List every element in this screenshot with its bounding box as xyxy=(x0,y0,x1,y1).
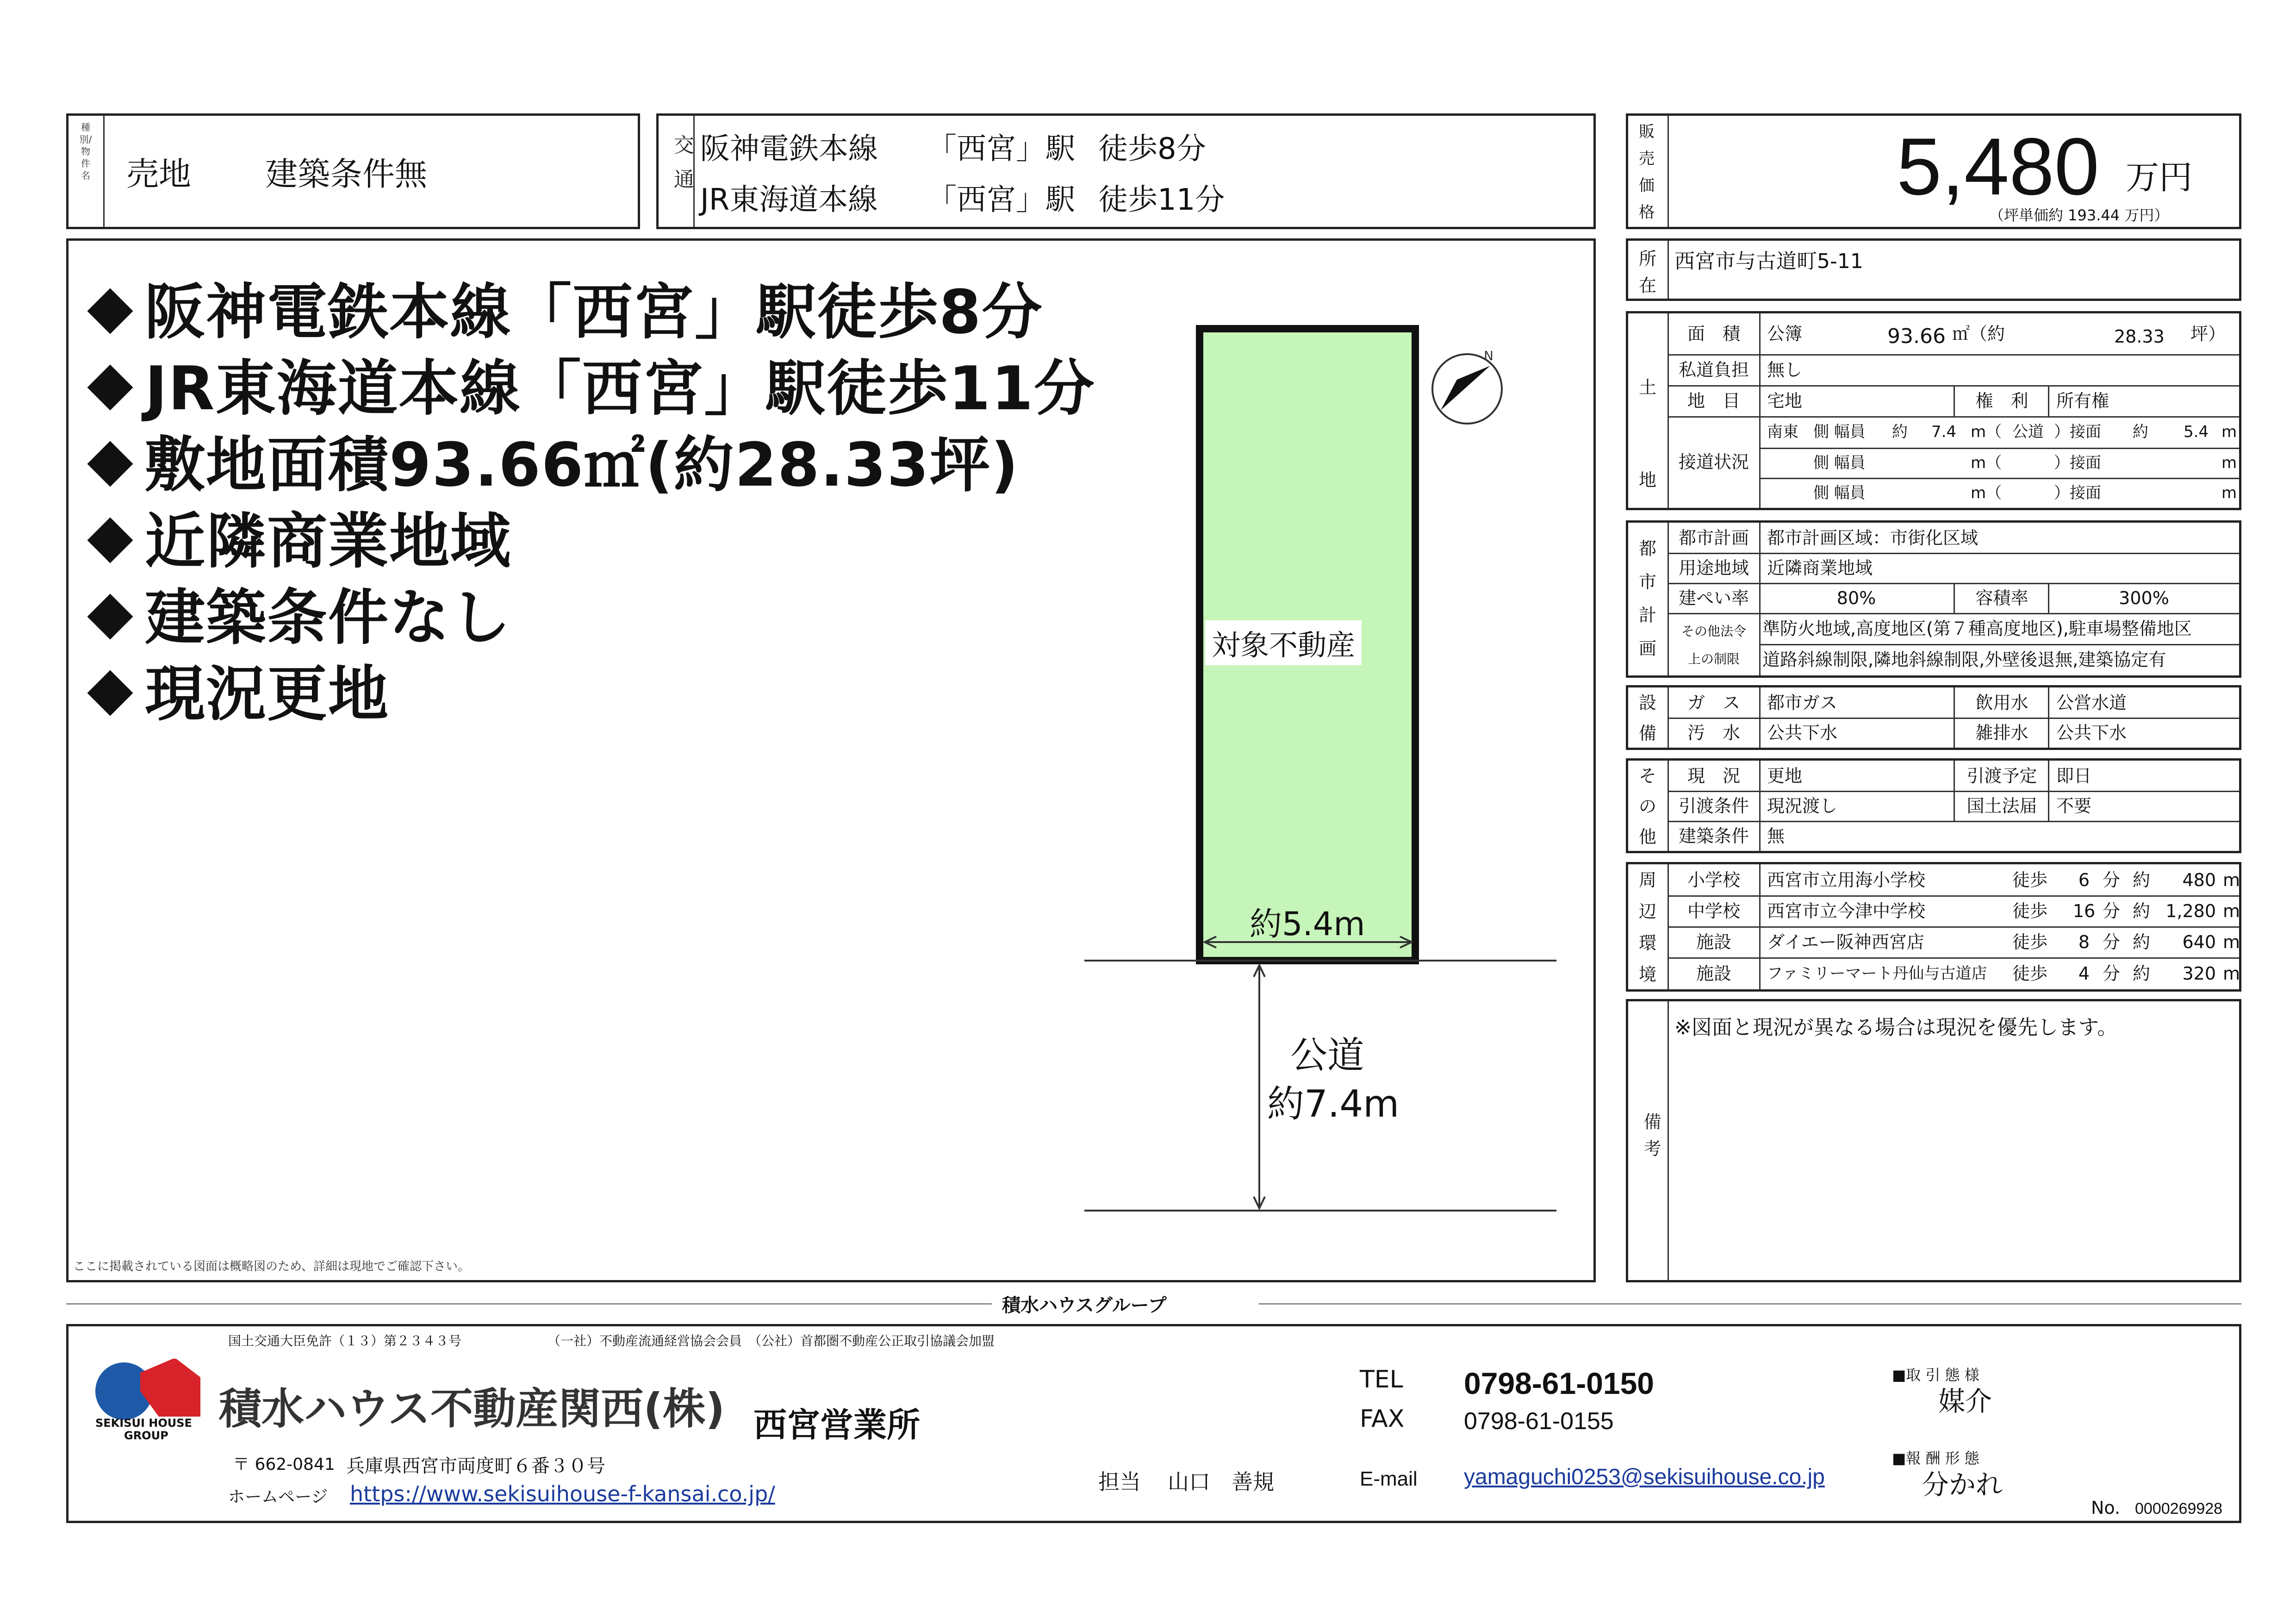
address: 兵庫県西宮市両度町６番３０号 xyxy=(346,1455,605,1477)
price-unit: 万円 xyxy=(2126,158,2193,197)
main-panel xyxy=(66,238,1596,1282)
association: （一社）不動産流通経営協会会員 （公社）首都圏不動産公正取引協議会加盟 xyxy=(548,1333,995,1349)
map-note: ここに掲載されている図面は概略図のため、詳細は現地でご確認下さい。 xyxy=(73,1260,470,1274)
far-label: 容積率 xyxy=(1975,587,2028,608)
price-value: 5,480 xyxy=(1897,122,2099,212)
sewage: 公共下水 xyxy=(1767,722,1838,743)
fee-type: 分かれ xyxy=(1922,1469,2003,1500)
postal-code: 〒 662-0841 xyxy=(233,1455,335,1474)
surroundings-label: 周辺環境 xyxy=(1638,870,1656,985)
license: 国土交通大臣免許（１３）第２３４３号 xyxy=(228,1333,462,1349)
gas-label: ガ ス xyxy=(1687,692,1740,713)
feature-5: 建築条件なし xyxy=(80,569,511,656)
coverage-label: 建ぺい率 xyxy=(1678,587,1749,608)
cond-label: 引渡条件 xyxy=(1678,795,1749,816)
location-value: 西宮市与古道町5-11 xyxy=(1674,250,1863,273)
fax-number: 0798-61-0155 xyxy=(1464,1408,1614,1435)
area-sqm: 93.66 xyxy=(1887,325,1946,348)
planning-table xyxy=(1626,520,2241,678)
email-link[interactable]: yamaguchi0253@sekisuihouse.co.jp xyxy=(1464,1465,1825,1489)
road-width-label: 約7.4m xyxy=(1267,1082,1400,1125)
company-box xyxy=(66,1324,2241,1523)
gas: 都市ガス xyxy=(1767,692,1838,713)
divider xyxy=(103,116,105,227)
chimoku: 宅地 xyxy=(1767,390,1803,411)
deal-label: ■取 引 態 様 xyxy=(1892,1366,1979,1384)
traffic-box xyxy=(656,113,1596,229)
divider xyxy=(1668,116,1669,227)
handover-label: 引渡予定 xyxy=(1966,765,2037,786)
type-label: 種別/物件名 xyxy=(79,122,92,181)
email-label: E-mail xyxy=(1360,1468,1418,1490)
land-table: 土地 面 積 公簿 93.66 ㎡（約 28.33 坪） 私道負担 無し 地 目 宅地 権 利 所有権 接道状況 南東 側 幅員 約 7.4 m（ 公道 ）接面 約 5.4 m 側 幅員 m（ ）接面 m 側 幅員 m（ ）接面 m xyxy=(1626,311,2241,510)
coverage: 80% xyxy=(1836,587,1876,608)
group-label: 積水ハウスグループ xyxy=(1002,1295,1167,1316)
price-box xyxy=(1626,113,2241,229)
staff-name: 山口 善規 xyxy=(1168,1469,1274,1494)
private-road-label: 私道負担 xyxy=(1678,359,1749,380)
law-label: 国土法届 xyxy=(1966,795,2037,816)
land-label: 土地 xyxy=(1638,377,1656,490)
fee-label: ■報 酬 形 態 xyxy=(1892,1449,1979,1467)
handover: 即日 xyxy=(2056,765,2092,786)
frontage-label: 約5.4m xyxy=(1250,905,1365,943)
water: 公営水道 xyxy=(2056,692,2127,713)
property-type: 売地 xyxy=(126,155,191,193)
traffic-walk-1: 徒歩8分 xyxy=(1098,132,1206,166)
tel-number: 0798-61-0150 xyxy=(1464,1366,1655,1400)
tel-label: TEL xyxy=(1360,1366,1403,1393)
sekisui-logo-icon xyxy=(89,1359,200,1424)
staff-label: 担当 xyxy=(1098,1469,1141,1494)
build: 無 xyxy=(1767,825,1785,846)
area-tsubo-unit: 坪） xyxy=(2190,324,2226,344)
feature-3: 敷地面積93.66㎡(約28.33坪) xyxy=(80,417,1019,503)
property-name-box xyxy=(66,113,640,229)
rights-label: 権 利 xyxy=(1975,390,2028,411)
traffic-walk-2: 徒歩11分 xyxy=(1098,183,1225,217)
surroundings-table: 周辺環境 小学校 西宮市立用海小学校 徒歩 6 分 約 480 m 中学校 西宮市立今津中学校 徒歩 16 分 約 1,280 m 施設 ダイエー阪神西宮店 徒歩 8 分 約 640 m 施設 ファミリーマート丹仙与古道店 徒歩 4 分 約 320 m xyxy=(1626,862,2241,992)
water-label: 飲用水 xyxy=(1975,692,2028,713)
lot-label: 対象不動産 xyxy=(1205,620,1362,665)
status: 更地 xyxy=(1767,765,1803,786)
company-name: 積水ハウス不動産関西(株) xyxy=(219,1384,725,1434)
other-label: その他 xyxy=(1638,766,1656,847)
road-label: 公道 xyxy=(1290,1034,1364,1077)
other-law-label: その他法令 上の制限 xyxy=(1681,624,1746,667)
traffic-station-2: 「西宮」駅 xyxy=(927,183,1075,217)
feature-6: 現況更地 xyxy=(80,646,389,732)
homepage-link[interactable]: https://www.sekisuihouse-f-kansai.co.jp/ xyxy=(350,1481,775,1506)
logo-text-2: GROUP xyxy=(124,1429,168,1442)
area-sqm-unit: ㎡（約 xyxy=(1952,324,2005,344)
far: 300% xyxy=(2119,587,2169,608)
city-plan: 都市計画区域：市街化区域 xyxy=(1767,527,1979,548)
build-label: 建築条件 xyxy=(1678,825,1749,846)
price-label: 販売価格 xyxy=(1639,123,1655,222)
traffic-line-2: JR東海道本線 xyxy=(700,183,878,217)
other-law-2: 道路斜線制限,隣地斜線制限,外壁後退無,建築協定有 xyxy=(1762,650,2166,670)
branch-name: 西宮営業所 xyxy=(753,1405,921,1444)
use-label: 用途地域 xyxy=(1678,557,1749,578)
location-label: 所在 xyxy=(1638,249,1656,296)
facilities-label: 設備 xyxy=(1638,693,1656,743)
use-zone: 近隣商業地域 xyxy=(1767,557,1873,578)
tsubo-price: （坪単価約 193.44 万円） xyxy=(1989,206,2169,224)
rights: 所有権 xyxy=(2056,390,2109,411)
area-label: 面 積 xyxy=(1687,324,1740,344)
road-label: 接道状況 xyxy=(1678,452,1749,472)
feature-2: JR東海道本線「西宮」駅徒歩11分 xyxy=(80,340,1095,427)
remarks-box xyxy=(1626,999,2241,1282)
area-tsubo: 28.33 xyxy=(2114,326,2165,347)
deal-type: 媒介 xyxy=(1938,1386,1992,1417)
homepage-label: ホームページ xyxy=(228,1487,328,1506)
drain-label: 雑排水 xyxy=(1975,722,2028,743)
logo-text-1: SEKISUI HOUSE xyxy=(95,1417,192,1430)
fax-label: FAX xyxy=(1360,1405,1405,1433)
area-kind: 公簿 xyxy=(1767,324,1803,344)
cond: 現況渡し xyxy=(1767,795,1838,816)
private-road: 無し xyxy=(1767,359,1803,380)
other-table xyxy=(1626,758,2241,853)
feature-1: 阪神電鉄本線「西宮」駅徒歩8分 xyxy=(80,264,1043,350)
city-plan-label: 都市計画 xyxy=(1678,527,1749,548)
other-law-1: 準防火地域,高度地区(第７種高度地区),駐車場整備地区 xyxy=(1762,618,2192,639)
law: 不要 xyxy=(2056,795,2092,816)
chimoku-label: 地 目 xyxy=(1687,390,1740,411)
sewage-label: 汚 水 xyxy=(1687,722,1740,743)
location-box xyxy=(1626,238,2241,301)
drain: 公共下水 xyxy=(2056,722,2127,743)
facilities-table xyxy=(1626,685,2241,750)
svg-text:N: N xyxy=(1484,348,1493,363)
planning-label: 都市計画 xyxy=(1638,538,1656,659)
feature-4: 近隣商業地域 xyxy=(80,493,511,580)
traffic-station-1: 「西宮」駅 xyxy=(927,132,1075,166)
status-label: 現 況 xyxy=(1687,765,1740,786)
doc-no: 0000269928 xyxy=(2135,1500,2223,1518)
north-arrow-icon xyxy=(1432,348,1502,424)
remarks-label: 備考 xyxy=(1641,1112,1661,1166)
building-condition: 建築条件無 xyxy=(265,155,427,193)
divider xyxy=(1668,241,1669,299)
doc-no-label: No. xyxy=(2091,1498,2121,1518)
traffic-line-1: 阪神電鉄本線 xyxy=(700,132,878,166)
remarks-text: ※図面と現況が異なる場合は現況を優先します。 xyxy=(1674,1016,2118,1039)
traffic-label: 交通 xyxy=(670,134,694,203)
